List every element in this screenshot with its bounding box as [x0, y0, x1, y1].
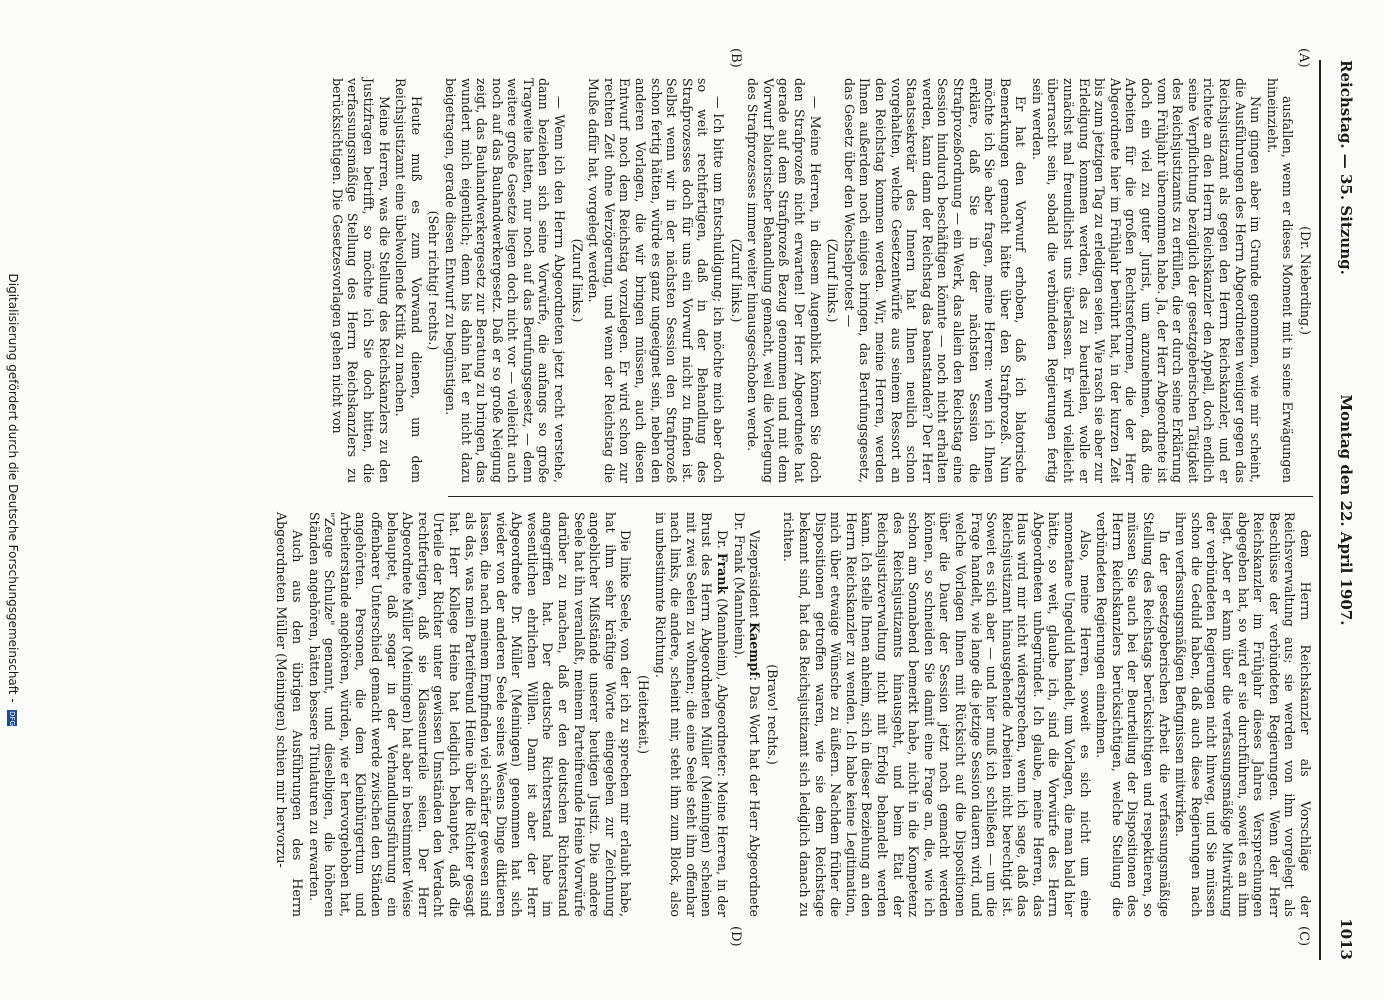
page-header	[1331, 60, 1355, 960]
digitization-footer	[6, 0, 20, 1000]
dfg-logo: DFG	[8, 711, 17, 726]
paragraph: — Wenn ich den Herrn Abgeordneten jetzt recht verstehe, dann beziehen sich seine Vorwürfe, die anfangs so große Tragweite hatten, nur noch auf das Berufungsgesetz, — denn weitere große Gesetze liegen doch nicht vor — vielleicht auch noch auf das Bauhandwerkergesetz. Daß er so große Neigung zeigt, das Bauhandwerkergesetz zur Beratung zu bringen, das wundert mich eigentlich; denn bis dahin hat er nicht dazu beigetragen, gerade diesen Entwurf zu begünstigen.	[442, 78, 568, 483]
paragraph: ausfallen, wenn er dieses Moment mit in seine Erwägungen hineinzieht.	[1264, 78, 1296, 483]
speaker-text: : Das Wort hat der Herr Abgeordnete Dr. Frank (Mannheim).	[731, 512, 763, 918]
header-rule	[1319, 60, 1321, 960]
footer-text: Digitalisierung gefördert durch die Deutsche Forschungsgemeinschaft -	[6, 273, 20, 703]
speaker-title: Vizepräsident	[747, 530, 763, 623]
column-divider	[448, 496, 1313, 497]
speaker-title: Dr.	[715, 530, 731, 553]
interjection: (Zuruf links.)	[728, 238, 744, 323]
margin-mark-d: (D)	[728, 926, 743, 947]
paragraph: Also, meine Herren, soweit es sich nicht um eine momentane Ungeduld handelt, um Vorlagen, die man bald hier hätte, so weit, glaube ich, sind die Vorwürfe des Herrn Abgeordneten unbegründet. Ich glaube, meine Herren, das Haus wird mir nicht widersprechen, wenn ich sage, daß das Reichsjustizamt hinausgehende Arbeiten nicht berechtigt ist. Soweit es sich aber — und hier muß ich schließen — um die Frage handelt, wie lange die jetzige Session dauern wird, und welche Vorlagen Ihnen mit Rücksicht auf die Dispositionen über die Dauer der Session jetzt noch gemacht werden können, so schneiden Sie damit eine Frage an, die, wie ich schon am Sonnabend bemerkt habe, nicht in die Kompetenz des Reichsjustizamts hinausgeht, und beim Etat der Reichsjustizverwaltung nicht mit Erfolg behandelt werden kann. Ich stelle Ihnen anheim, sich in dieser Beziehung an den Herrn Reichskanzler zu wenden. Ich habe keine Legitimation, mich über etwaige Wünsche zu äußern. Nachdem früher die Dispositionen getroffen waren, wie sie dem Reichstage bekannt sind, hat das Reichsjustizamt sich lediglich danach zu richten.	[781, 512, 1093, 917]
speaker-name: Kaempf	[747, 622, 763, 677]
left-column	[328, 78, 1313, 483]
paragraph: Heute muß es zum Vorwand dienen, um dem Reichsjustizamt eine übelwollende Kritik zu machen.	[393, 78, 424, 483]
paragraph	[731, 512, 762, 917]
header-session: Reichstag. — 35. Sitzung.	[1337, 60, 1355, 275]
paragraph: Auch aus den übrigen Ausführungen des Herrn Abgeordneten Müller (Meiningen) schien mir hervorzu-	[274, 512, 305, 917]
margin-mark-b: (B)	[728, 48, 743, 68]
paragraph: dem Herrn Reichskanzler als Vorschläge der Reichsverwaltung aus; sie werden von ihm vorgelegt als Beschlüsse der verbündeten Regierungen. Wenn der Herr Reichskanzler im Frühjahr dieses Jahres Versprechungen abgegeben hat, so wird er sie durchführen, soweit es an ihm liegt. Aber er kann über die verfassungsmäßige Mitwirkung der verbündeten Regierungen nicht hinweg, und Sie müssen schon die Geduld haben, daß auch diese Regierungen nach ihren verfassungsmäßigen Befugnissen mitwirken.	[1173, 512, 1313, 917]
interjection: (Sehr richtig! rechts.)	[426, 210, 442, 351]
paragraph	[652, 512, 730, 917]
speaker-name: Frank	[715, 552, 731, 595]
right-column	[273, 512, 1313, 917]
paragraph: Meine Herren, was die Stellung des Reichskanzlers zu den Justizfragen betrifft, so möchte ich Sie doch bitten, die verfassungsmäßige Stellung des Herrn Reichskanzlers zu berücksichtigen. Die Gesetzesvorlagen gehen nicht von	[329, 78, 392, 483]
header-page-number: 1013	[1337, 918, 1355, 960]
speaker-text: (Mannheim), Abgeordneter: Meine Herren, in der Brust des Herrn Abgeordneten Müller (Meiningen) scheinen mit zwei Seelen zu wohnen; die eine Seele steht ihm offenbar nach links, die andere, scheint mir, steht ihm zum Block, also in unbestimmte Richtung.	[652, 512, 731, 917]
speaker-reference: (Dr. Nieberding.)	[1298, 226, 1313, 335]
interjection: (Heiterkeit.)	[636, 675, 652, 754]
paragraph: Nun gingen aber im Grunde genommen, wie mir scheint, die Ausführungen des Herrn Abgeordneten weniger gegen das Reichsjustizamt als gegen den Herrn Reichskanzler, und er richtete an den Herrn Reichskanzler den Appell, doch endlich seine Verpflichtung bezüglich der gesetzgeberischen Tätigkeit des Reichsjustizamts zu erfüllen, die er durch seine Erklärung vom Frühjahr übernommen habe. Ja, der Herr Abgeordnete ist doch ein viel zu guter Jurist, um anzunehmen, daß die Arbeiten für die großen Rechtsreformen, die der Herr Abgeordnete hier im Frühjahr berührt hat, in der kurzen Zeit bis zum jetzigen Tag zu erledigen seien. Wie rasch sie aber zur Erledigung kommen werden, das zu beurteilen, wolle er zunächst mal freundlichst uns überlassen. Er wird vielleicht überrascht sein, sobald die verbündeten Regierungen fertig sein werden.	[1029, 78, 1264, 483]
paragraph: Die linke Seele, von der ich zu sprechen mir erlaubt habe, hat ihm sehr kräftige Worte eingegeben zur Zeichnung angeblicher Mißstände unserer heutigen Justiz. Die andere Seele hat ihn veranlaßt, meinem Parteifreunde Heine Vorwürfe darüber zu machen, daß er den deutschen Richterstand angegriffen hat. Der deutsche Richterstand habe im wesentlichen ehrlichen Willen. Dann ist aber der Herr Abgeordnete Dr. Müller (Meiningen) genommen hat sich wieder von der anderen Seele seines Wesens Dinge diktieren lassen, die nach meinem Empfinden viel schärfer gewesen sind als das, was mein Parteifreund Heine über die Richter gesagt hat. Herr Kollege Heine hat lediglich behauptet, daß die Urteile der Richter unter gewissen Umständen den Verdacht rechtfertigen, daß sie Klassenurteile seien. Der Herr Abgeordnete Müller (Meiningen) hat aber in bestimmter Weise behauptet, daß sogar in der Verhandlungsführung ein offenbarer Unterschied gemacht werde zwischen den Ständen angehörten. Personen, die dem Kleinbürgertum und Arbeiterstande angehören, würden, wie er hervorgehoben hat, "Zeuge Schulze" genannt, und dieselbigen, die höheren Ständen angehören, hätten bessere Titulaturen zu erwarten.	[306, 512, 634, 917]
interjection: (Zuruf links.)	[569, 238, 585, 323]
margin-mark-c: (C)	[1296, 926, 1311, 947]
interjection: (Zuruf links.)	[825, 238, 841, 323]
paragraph: — Meine Herren, in diesem Augenblick können Sie doch den Strafprozeß nicht erwarten! Der Herr Abgeordnete hat gerade auf dem Strafprozeß Bezug genommen und mit dem Vorwurf blatorischer Behandlung gemacht, weil die Vorlegung des Strafprozesses immer weiter hinausgeschoben werde.	[745, 78, 823, 483]
interjection: (Bravo! rechts.)	[764, 664, 780, 765]
paragraph: Er hat den Vorwurf erhoben, daß ich blatorische Bemerkungen gemacht hätte über den Strafprozeß. Nun möchte ich Sie aber fragen, meine Herren: wenn ich Ihnen erkläre, daß Sie in der nächsten Session die Strafprozeßordnung — ein Werk, das allein den Reichstag eine Session hindurch beschäftigen könnte — noch nicht erhalten werden, kann dann der Reichstag das beanstanden? Der Herr Staatssekretär des Innern hat Ihnen neulich schon vorgehalten, welche Gesetzentwürfe aus seinem Ressort an den Reichstag kommen werden. Wir, meine Herren, werden Ihnen außerdem noch einiges bringen, das Berufungsgesetz, das Gesetz über den Wechselprotest —	[841, 78, 1029, 483]
margin-mark-a: (A)	[1296, 48, 1311, 68]
paragraph: — Ich bitte um Entschuldigung; ich möchte mich aber doch so weit rechtfertigen, daß in der Behandlung des Strafprozesses doch für uns ein Vorwurf nicht zu finden ist. Selbst wenn wir in der nächsten Session den Strafprozeß schon fertig hätten, würde es ganz ungeeignet sein, neben den anderen Vorlagen, die wir bringen müssen, auch diesen Entwurf noch dem Reichstag vorzulegen. Er wird schon zur rechten Zeit ohne Verzögerung, und wenn der Reichstag die Muße dafür hat, vorgelegt werden.	[586, 78, 727, 483]
header-date: Montag den 22. April 1907.	[1337, 394, 1355, 626]
paragraph: In der gesetzgeberischen Arbeit die verfassungsmäßige Stellung des Reichstags berücksichtigen und respektieren, so müssen Sie auch bei der Beurteilung der Dispositionen des Herrn Reichskanzlers berücksichtigen, welche Stellung die verbündeten Regierungen einnehmen.	[1094, 512, 1172, 917]
